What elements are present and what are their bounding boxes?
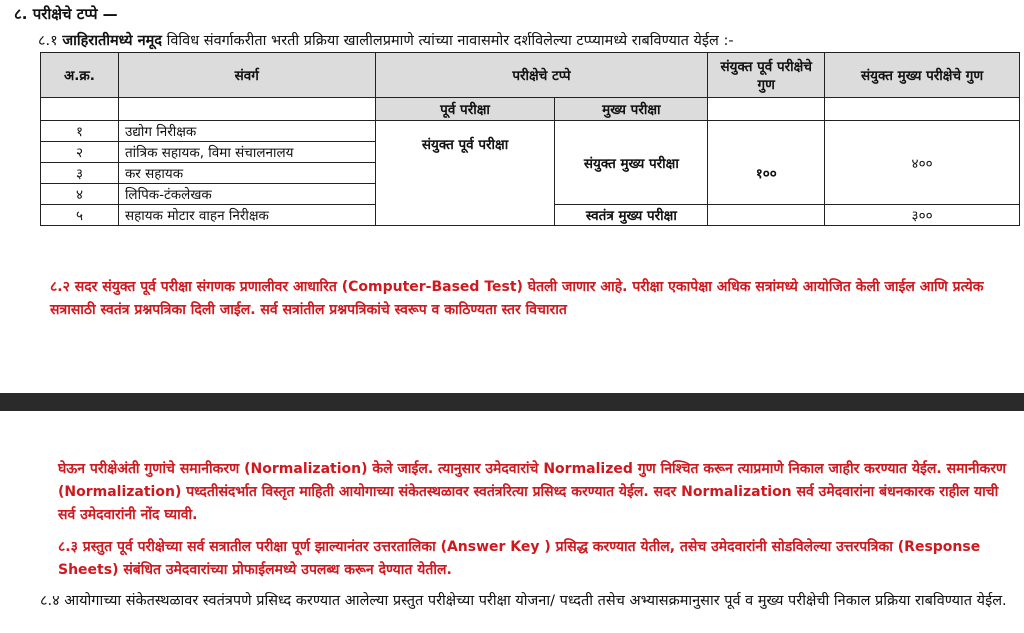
prelim-exam-cell: संयुक्त पूर्व परीक्षा: [375, 121, 555, 226]
row-sr: ४: [41, 184, 119, 205]
row-cadre: लिपिक-टंकलेखक: [118, 184, 375, 205]
main-exam-joint-cell: संयुक्त मुख्य परीक्षा: [555, 121, 708, 205]
main-marks-joint-cell: ४००: [825, 121, 1020, 205]
paragraph-8-4: ८.४ आयोगाच्या संकेतस्थळावर स्वतंत्रपणे प्रसिध्द करण्यात आलेल्या प्रस्तुत परीक्षेच्या परीक्षा योजना/ पध्दती तसेच अभ्यासक्रमानुसार पूर्व व मुख्य परीक्षेची निकाल प्रक्रिया राबविण्यात येईल.: [40, 593, 1007, 609]
exam-stages-table: [40, 52, 1020, 226]
header-sr: अ.क्र.: [41, 53, 119, 98]
header-prelim: पूर्व परीक्षा: [375, 98, 555, 121]
table-header-row: [41, 53, 1020, 98]
row-sr: ५: [41, 205, 119, 226]
row-sr: ३: [41, 163, 119, 184]
row-sr: २: [41, 142, 119, 163]
row-cadre: उद्योग निरीक्षक: [118, 121, 375, 142]
main-exam-separate-cell: स्वतंत्र मुख्य परीक्षा: [555, 205, 708, 226]
main-marks-separate-cell: ३००: [825, 205, 1020, 226]
prelim-marks-cell: १००: [708, 121, 825, 205]
section-title: ८. परीक्षेचे टप्पे —: [14, 5, 118, 23]
row-cadre: तांत्रिक सहायक, विमा संचालनालय: [118, 142, 375, 163]
subsection-text: विविध संवर्गाकरीता भरती प्रक्रिया खालीलप्रमाणे त्यांच्या नावासमोर दर्शविलेल्या टप्प्यामध्ये राबविण्यात येईल :-: [166, 33, 734, 49]
header-cadre: संवर्ग: [118, 53, 375, 98]
subsection-bold-text: जाहिरातीमध्ये नमूद: [62, 33, 162, 49]
row-sr: १: [41, 121, 119, 142]
header-prelim-marks: संयुक्त पूर्व परीक्षेचे गुण: [708, 53, 825, 98]
table-row: [41, 121, 1020, 142]
header-main-marks: संयुक्त मुख्य परीक्षेचे गुण: [825, 53, 1020, 98]
paragraph-8-3: ८.३ प्रस्तुत पूर्व परीक्षेच्या सर्व सत्रातील परीक्षा पूर्ण झाल्यानंतर उत्तरतालिका (Answer Key ) प्रसिद्ध करण्यात येतील, तसेच उमेदवारांनी सोडविलेल्या उत्तरपत्रिका (Response Sheets) संबंधित उमेदवारांच्या प्रोफाईलमध्ये उपलब्ध करून देण्यात येतील.: [58, 539, 981, 578]
paragraph-8-2-continued: घेऊन परीक्षेअंती गुणांचे समानीकरण (Normalization) केले जाईल. त्यानुसार उमेदवारांचे Normalized गुण निश्चित करून त्याप्रमाणे निकाल जाहीर करण्यात येईल. समानीकरण (Normalization) पध्दतीसंदर्भात विस्तृत माहिती आयोगाच्या संकेतस्थळावर स्वतंत्ररित्या प्रसिध्द करण्यात येईल. सदर Normalization सर्व उमेदवारांना बंधनकारक राहील याची सर्व उमेदवारांनी नोंद घ्यावी.: [58, 461, 1007, 523]
paragraph-8-2: ८.२ सदर संयुक्त पूर्व परीक्षा संगणक प्रणालीवर आधारित (Computer-Based Test) घेतली जाणार आहे. परीक्षा एकापेक्षा अधिक सत्रांमध्ये आयोजित केली जाईल आणि प्रत्येक सत्रासाठी स्वतंत्र प्रश्नपत्रिका दिली जाईल. सर्व सत्रांतील प्रश्नपत्रिकांचे स्वरूप व काठिण्यता स्तर विचारात: [50, 279, 984, 318]
subsection-8-1: [38, 30, 734, 50]
row-cadre: कर सहायक: [118, 163, 375, 184]
subsection-number: ८.१: [38, 33, 58, 49]
header-stages: परीक्षेचे टप्पे: [375, 53, 708, 98]
page-divider-band: [0, 393, 1024, 411]
header-main: मुख्य परीक्षा: [555, 98, 708, 121]
row-cadre: सहायक मोटार वाहन निरीक्षक: [118, 205, 375, 226]
table-subheader-row: [41, 98, 1020, 121]
